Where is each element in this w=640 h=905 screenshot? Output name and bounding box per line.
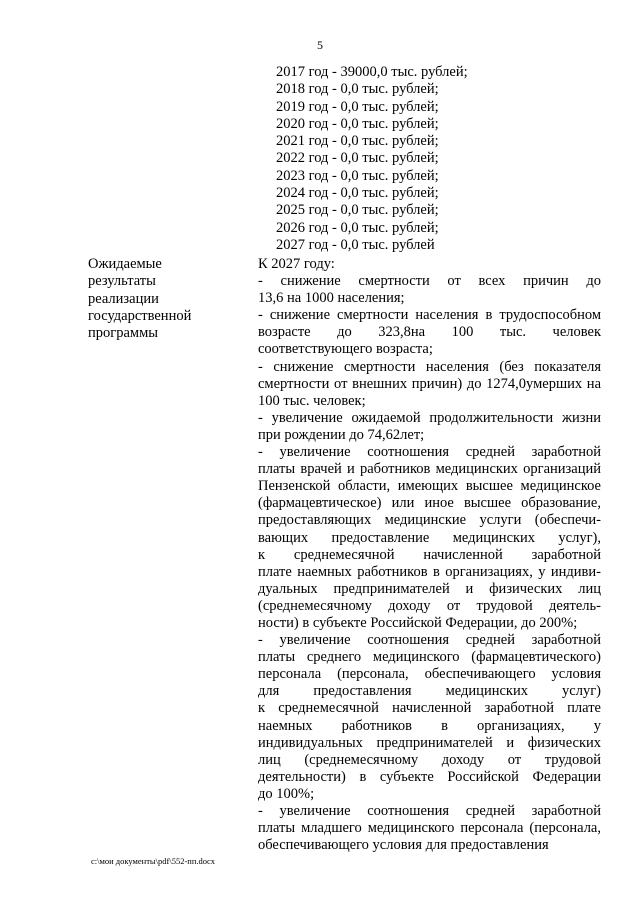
results-text-line: Пензенской области, имеющих высшее медицинское bbox=[258, 478, 601, 495]
results-text-line: возрасте до 323,8на 100 тыс. человек bbox=[258, 324, 601, 341]
funding-year-line: 2023 год - 0,0 тыс. рублей; bbox=[276, 167, 439, 184]
funding-by-year-list bbox=[276, 64, 606, 254]
results-label-line: государственной bbox=[88, 307, 192, 324]
results-text-line: - увеличение соотношения средней заработной bbox=[258, 803, 601, 819]
results-text-line: обеспечивающего условия для предоставления bbox=[258, 837, 549, 854]
results-text-line: персонала (персонала, обеспечивающего условия bbox=[258, 666, 601, 683]
expected-results-label bbox=[88, 256, 238, 342]
funding-year-line: 2027 год - 0,0 тыс. рублей bbox=[276, 236, 435, 253]
page-number: 5 bbox=[317, 38, 323, 52]
results-text-line: к среднемесячной начисленной заработной плате bbox=[258, 700, 601, 717]
results-text-line: К 2027 году: bbox=[258, 256, 335, 272]
results-text-line: плате наемных работников в организациях, у индиви- bbox=[258, 563, 601, 580]
results-label-line: программы bbox=[88, 325, 158, 342]
results-text-line: (фармацевтическое) или иное высшее образование, bbox=[258, 495, 601, 512]
results-text-line: ности) в субъекте Российской Федерации, до 200%; bbox=[258, 614, 578, 631]
results-text-line: 100 тыс. человек; bbox=[258, 392, 366, 409]
funding-year-line: 2017 год - 39000,0 тыс. рублей; bbox=[276, 64, 468, 80]
funding-year-line: 2018 год - 0,0 тыс. рублей; bbox=[276, 81, 439, 98]
results-text-line: - увеличение соотношения средней заработной bbox=[258, 632, 601, 649]
funding-year-line: 2020 год - 0,0 тыс. рублей; bbox=[276, 115, 439, 132]
results-text-line: лиц (среднемесячному доходу от трудовой bbox=[258, 751, 601, 768]
results-text-line: до 100%; bbox=[258, 785, 315, 802]
funding-year-line: 2021 год - 0,0 тыс. рублей; bbox=[276, 133, 439, 150]
results-text-line: - снижение смертности населения в трудоспособном bbox=[258, 307, 601, 324]
results-text-line: индивидуальных предпринимателей и физических bbox=[258, 734, 601, 751]
results-text-line: платы младшего медицинского персонала (персонала, bbox=[258, 820, 601, 837]
results-label-line: Ожидаемые bbox=[88, 256, 162, 272]
funding-year-line: 2022 год - 0,0 тыс. рублей; bbox=[276, 150, 439, 167]
results-text-line: 13,6 на 1000 населения; bbox=[258, 290, 405, 307]
results-text-line: наемных работников в организациях, у bbox=[258, 717, 601, 734]
results-text-line: дуальных предпринимателей и физических лиц bbox=[258, 580, 601, 597]
results-text-line: соответствующего возраста; bbox=[258, 341, 433, 358]
results-text-line: при рождении до 74,62лет; bbox=[258, 426, 425, 443]
results-text-line: - снижение смертности населения (без показателя bbox=[258, 358, 601, 375]
results-text-line: к среднемесячной начисленной заработной bbox=[258, 546, 601, 563]
funding-year-line: 2025 год - 0,0 тыс. рублей; bbox=[276, 202, 439, 219]
results-text-line: предоставляющих медицинские услуги (обеспечи- bbox=[258, 512, 601, 529]
results-text-line: (среднемесячному доходу от трудовой деятель- bbox=[258, 597, 601, 614]
expected-results-text bbox=[258, 256, 601, 854]
funding-year-line: 2024 год - 0,0 тыс. рублей; bbox=[276, 185, 439, 202]
results-label-line: реализации bbox=[88, 290, 159, 307]
footer-file-path: c:\мои документы\pdf\552-пп.docx bbox=[91, 856, 216, 866]
results-text-line: платы среднего медицинского (фармацевтического) bbox=[258, 649, 601, 666]
results-text-line: деятельности) в субъекте Российской Федерации bbox=[258, 768, 601, 785]
results-text-line: смертности от внешних причин) до 1274,0умерших на bbox=[258, 375, 601, 392]
results-text-line: платы врачей и работников медицинских организаций bbox=[258, 461, 601, 478]
funding-year-line: 2019 год - 0,0 тыс. рублей; bbox=[276, 98, 439, 115]
results-text-line: для предоставления медицинских услуг) bbox=[258, 683, 601, 700]
results-label-line: результаты bbox=[88, 273, 156, 290]
results-text-line: вающих предоставление медицинских услуг), bbox=[258, 529, 601, 546]
results-text-line: - увеличение соотношения средней заработной bbox=[258, 444, 601, 461]
results-text-line: - снижение смертности от всех причин до bbox=[258, 273, 601, 290]
results-text-line: - увеличение ожидаемой продолжительности жизни bbox=[258, 409, 601, 426]
funding-year-line: 2026 год - 0,0 тыс. рублей; bbox=[276, 219, 439, 236]
